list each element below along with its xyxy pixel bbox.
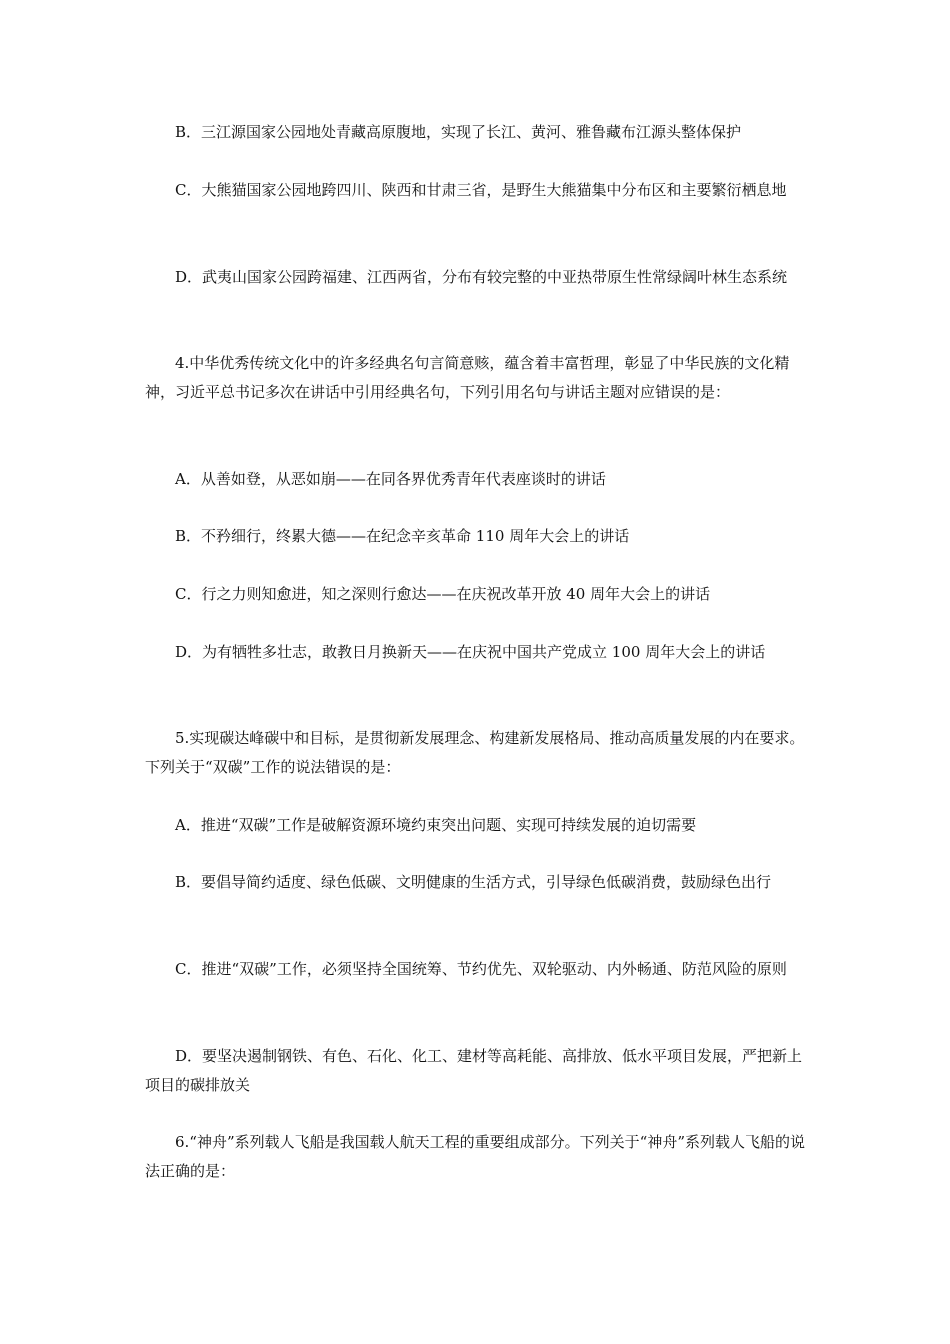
question-4: 4.中华优秀传统文化中的许多经典名句言简意赅，蕴含着丰富哲理，彰显了中华民族的文化精神，习近平总书记多次在讲话中引用经典名句，下列引用名句与讲话主题对应错误的是：: [145, 354, 790, 401]
question-6: 6.“神舟”系列载人飞船是我国载人航天工程的重要组成部分。下列关于“神舟”系列载人飞船的说法正确的是：: [145, 1133, 805, 1180]
option-5b: B．要倡导简约适度、绿色低碳、文明健康的生活方式，引导绿色低碳消费，鼓励绿色出行: [175, 873, 772, 891]
option-4a: A．从善如登，从恶如崩——在同各界优秀青年代表座谈时的讲话: [175, 470, 606, 488]
option-5c: C．推进“双碳”工作，必须坚持全国统筹、节约优先、双轮驱动、内外畅通、防范风险的原则: [175, 960, 787, 978]
option-5a: A．推进“双碳”工作是破解资源环境约束突出问题、实现可持续发展的迫切需要: [175, 816, 697, 834]
option-4d: D．为有牺牲多壮志，敢教日月换新天——在庆祝中国共产党成立 100 周年大会上的讲话: [175, 643, 766, 661]
option-4b: B．不矜细行，终累大德——在纪念辛亥革命 110 周年大会上的讲话: [175, 527, 630, 545]
option-3b: B．三江源国家公园地处青藏高原腹地，实现了长江、黄河、雅鲁藏布江源头整体保护: [175, 123, 742, 141]
option-5d: D．要坚决遏制钢铁、有色、石化、化工、建材等高耗能、高排放、低水平项目发展，严把新上项目的碳排放关: [145, 1047, 803, 1094]
question-5: 5.实现碳达峰碳中和目标，是贯彻新发展理念、构建新发展格局、推动高质量发展的内在要求。下列关于“双碳”工作的说法错误的是：: [145, 729, 805, 776]
option-3c: C．大熊猫国家公园地跨四川、陕西和甘肃三省，是野生大熊猫集中分布区和主要繁衍栖息地: [175, 181, 787, 199]
option-3d: D．武夷山国家公园跨福建、江西两省，分布有较完整的中亚热带原生性常绿阔叶林生态系统: [175, 268, 788, 286]
option-4c: C．行之力则知愈进，知之深则行愈达——在庆祝改革开放 40 周年大会上的讲话: [175, 585, 711, 603]
